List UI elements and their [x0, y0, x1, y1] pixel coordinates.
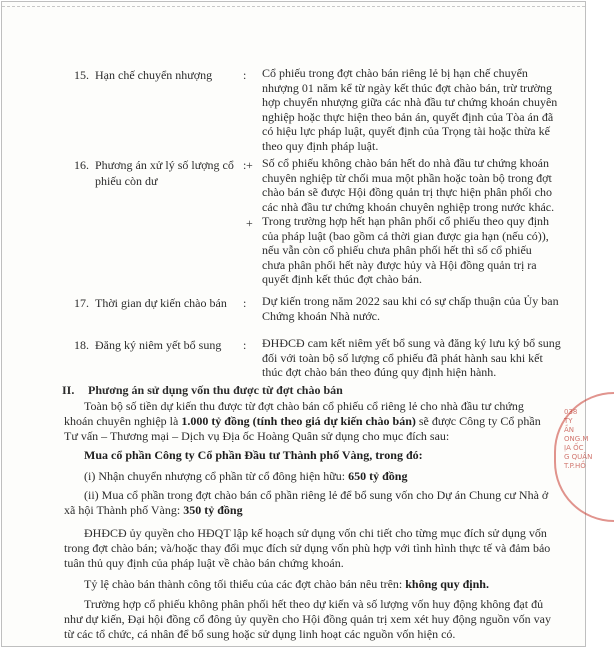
para4-line3: từ các tổ chức, cá nhân để bổ sung hoặc sử dụng linh hoạt các nguồn vốn hiện có.: [64, 627, 456, 641]
top-divider: [2, 6, 585, 7]
item-15-number: 15.: [74, 68, 89, 82]
sub-item-ii-line2: xã hội Thành phố Vàng: 350 tỷ đồng: [64, 503, 243, 517]
item-15-colon: :: [243, 68, 247, 82]
item-15-description: Cổ phiếu trong đợt chào bán riêng lẻ bị hạn chế chuyển nhượng 01 năm kể từ ngày kết thúc đợt chào bán, trừ trường hợp chuyển nhượng giữa các nhà đầu tư chứng khoán chuyên nghiệp hoặc thực hiện theo bản án, quyết định của Tòa án đã có hiệu lực pháp luật, quyết định của Trọng tài hoặc thừa kế theo quy định pháp luật.: [262, 66, 558, 153]
item-18-label: Đăng ký niêm yết bổ sung: [95, 338, 222, 352]
para1-line2: khoán chuyên nghiệp là 1.000 tỷ đồng (tính theo giá dự kiến chào bán) sẽ được Công ty Cổ phần: [64, 414, 541, 428]
section-number: II.: [62, 383, 75, 397]
item-16-number: 16.: [74, 158, 89, 172]
para4-line2: như dự kiến, Đại hội đồng cổ đông ủy quyền cho Hội đồng quản trị xem xét huy động nguồn vốn vay: [64, 612, 551, 626]
item-16-label: Phương án xử lý số lượng cổ phiếu còn dư: [95, 158, 234, 188]
total-amount: 1.000 tỷ đồng (tính theo giá dự kiến chào bán): [181, 414, 416, 428]
para1-line3: Tư vấn – Thương mại – Dịch vụ Địa ốc Hoàng Quân sử dụng cho mục đích sau:: [64, 429, 450, 443]
item-16-bullet-1-marker: +: [246, 158, 253, 172]
item-17-description: Dự kiến trong năm 2022 sau khi có sự chấp thuận của Ủy ban Chứng khoán Nhà nước.: [262, 294, 559, 323]
item-16-colon: :: [243, 158, 247, 172]
item-16-bullet-2: Trong trường hợp hết hạn phân phối cổ phiếu theo quy định của pháp luật (bao gồm cả thời gian được gia hạn (nếu có)), nếu vẫn còn cổ phiếu chưa phân phối hết thì số cổ phiếu chưa phân phối hết này được hủy và Hội đồng quản trị ra quyết định kết thúc đợt chào bán.: [262, 214, 550, 287]
item-18-description: ĐHĐCĐ cam kết niêm yết bổ sung và đăng ký lưu ký bổ sung đối với toàn bộ số lượng cổ phiếu đã phát hành sau khi kết thúc đợt chào bán theo đúng quy định hiện hành.: [262, 336, 561, 380]
para2-line2: trong đợt chào bán; và/hoặc thay đổi mục đích sử dụng vốn phù hợp với tình hình thực tế và đảm bảo: [64, 541, 551, 555]
item-17-colon: :: [243, 296, 247, 310]
min-success-rate: không quy định.: [405, 577, 489, 591]
para3: Tỷ lệ chào bán thành công tối thiểu của các đợt chào bán nêu trên: không quy định.: [84, 577, 489, 591]
sub-item-i-amount: 650 tỷ đồng: [348, 469, 408, 483]
item-16-bullet-1: Số cổ phiếu không chào bán hết do nhà đầu tư chứng khoán chuyên nghiệp từ chối mua một phần hoặc toàn bộ trong đợt chào bán sẽ được Hội đồng quản trị thực hiện phân phối cho các nhà đầu tư chứng khoán chuyên nghiệp trong nước khác.: [262, 156, 555, 214]
para2-line3: tuân thủ quy định của pháp luật về chào bán chứng khoán.: [64, 556, 344, 570]
sub-item-i: (i) Nhận chuyển nhượng cổ phần từ cổ đông hiện hữu: 650 tỷ đồng: [84, 469, 408, 483]
para4-line1: Trường hợp cổ phiếu không phân phối hết theo dự kiến và số lượng vốn huy động không đạt đủ: [84, 597, 544, 611]
document-page: [1, 1, 593, 647]
item-17-number: 17.: [74, 296, 89, 310]
item-17-label: Thời gian dự kiến chào bán: [95, 296, 227, 310]
item-18-colon: :: [243, 338, 247, 352]
item-16-bullet-2-marker: +: [246, 216, 253, 230]
purchase-heading: Mua cổ phần Công ty Cổ phần Đầu tư Thành phố Vàng, trong đó:: [84, 448, 423, 462]
company-stamp: 038 TY ẦN ONG.M ỊA ỐC G QUÂN T.P.HỒ: [554, 392, 614, 522]
section-title: Phương án sử dụng vốn thu được từ đợt chào bán: [88, 383, 343, 397]
sub-item-ii-line1: (ii) Mua cổ phần trong đợt chào bán cổ phần riêng lẻ để bổ sung vốn cho Dự án Chung cư Nhà ở: [84, 488, 549, 502]
sub-item-ii-amount: 350 tỷ đồng: [183, 503, 243, 517]
item-15-label: Hạn chế chuyển nhượng: [95, 68, 213, 82]
para1-line1: Toàn bộ số tiền dự kiến thu được từ đợt chào bán cổ phiếu cổ riêng lẻ cho nhà đầu tư chứng: [84, 399, 524, 413]
para2-line1: ĐHĐCĐ ủy quyền cho HĐQT lập kế hoạch sử dụng vốn chi tiết cho từng mục đích sử dụng vốn: [84, 526, 547, 540]
item-18-number: 18.: [74, 338, 89, 352]
